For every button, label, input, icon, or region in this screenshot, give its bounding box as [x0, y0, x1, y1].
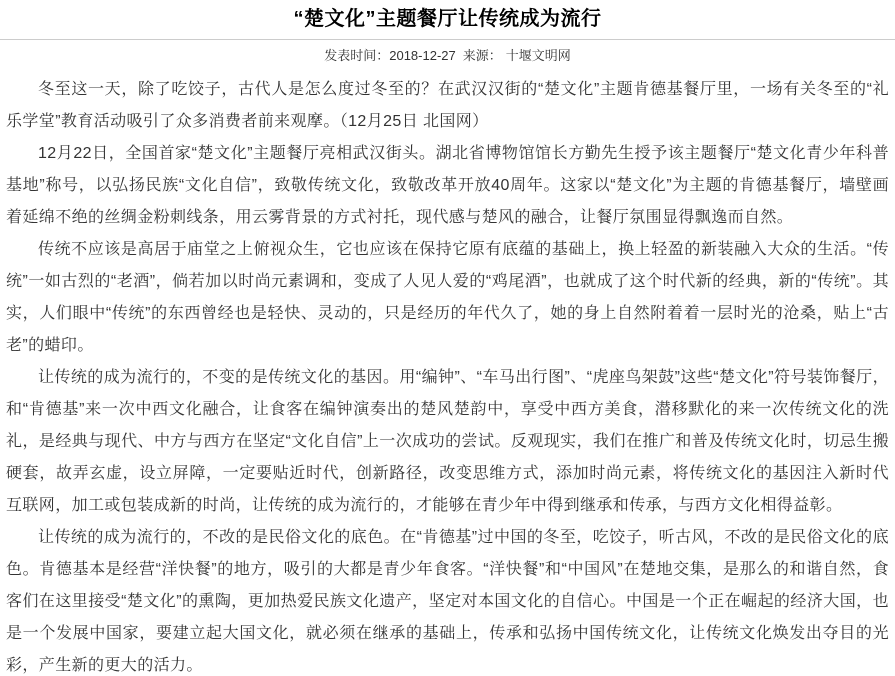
- source-name: 十堰文明网: [505, 48, 571, 63]
- paragraph-1: 冬至这一天，除了吃饺子，古代人是怎么度过冬至的？在武汉汉街的“楚文化”主题肯德基餐厅里，一场有关冬至的“礼乐学堂”教育活动吸引了众多消费者前来观摩。（12月25日 北国网）: [6, 81, 889, 130]
- article-body: [0, 74, 895, 676]
- title-divider: [0, 39, 895, 40]
- paragraph-3: 传统不应该是高居于庙堂之上俯视众生，它也应该在保持它原有底蕴的基础上，换上轻盈的新装融入大众的生活。“传统”一如古烈的“老酒”，倘若加以时尚元素调和，变成了人见人爱的“鸡尾酒”，也就成了这个时代新的经典，新的“传统”。其实，人们眼中“传统”的东西曾经也是轻快、灵动的，只是经历的年代久了，她的身上自然附着着一层时光的沧桑，贴上“古老”的蜡印。: [6, 241, 889, 354]
- paragraph-2: 12月22日，全国首家“楚文化”主题餐厅亮相武汉街头。湖北省博物馆馆长方勤先生授予该主题餐厅“楚文化青少年科普基地”称号，以弘扬民族“文化自信”，致敬传统文化，致敬改革开放40周年。这家以“楚文化”为主题的肯德基餐厅，墙壁画着延绵不绝的丝绸金粉刺线条，用云雾背景的方式衬托，现代感与楚风的融合，让餐厅氛围显得飘逸而自然。: [6, 145, 889, 226]
- publish-date: 2018-12-27: [389, 48, 456, 63]
- article-meta: [0, 47, 895, 65]
- paragraph-5: 让传统的成为流行的，不改的是民俗文化的底色。在“肯德基”过中国的冬至，吃饺子，听古风，不改的是民俗文化的底色。肯德基本是经营“洋快餐”的地方，吸引的大都是青少年食客。“洋快餐”和“中国风”在楚地交集，是那么的和谐自然，食客们在这里接受“楚文化”的熏陶，更加热爱民族文化遗产，坚定对本国文化的自信心。中国是一个正在崛起的经济大国，也是一个发展中国家，要建立起大国文化，就必须在继承的基础上，传承和弘扬中国传统文化，让传统文化焕发出夺目的光彩，产生新的更大的活力。: [6, 529, 889, 674]
- publish-time-label: 发表时间：: [324, 48, 390, 63]
- article-title: “楚文化”主题餐厅让传统成为流行: [293, 8, 602, 30]
- paragraph-4: 让传统的成为流行的，不变的是传统文化的基因。用“编钟”、“车马出行图”、“虎座鸟架鼓”这些“楚文化”符号装饰餐厅，和“肯德基”来一次中西文化融合，让食客在编钟演奏出的楚风楚韵中，享受中西方美食，潜移默化的来一次传统文化的洗礼，是经典与现代、中方与西方在坚定“文化自信”上一次成功的尝试。反观现实，我们在推广和普及传统文化时，切忌生搬硬套，故弄玄虚，设立屏障，一定要贴近时代，创新路径，改变思维方式，添加时尚元素，将传统文化的基因注入新时代互联网，加工或包装成新的时尚，让传统的成为流行的，才能够在青少年中得到继承和传承，与西方文化相得益彰。: [6, 369, 889, 514]
- source-label: 来源：: [462, 48, 502, 63]
